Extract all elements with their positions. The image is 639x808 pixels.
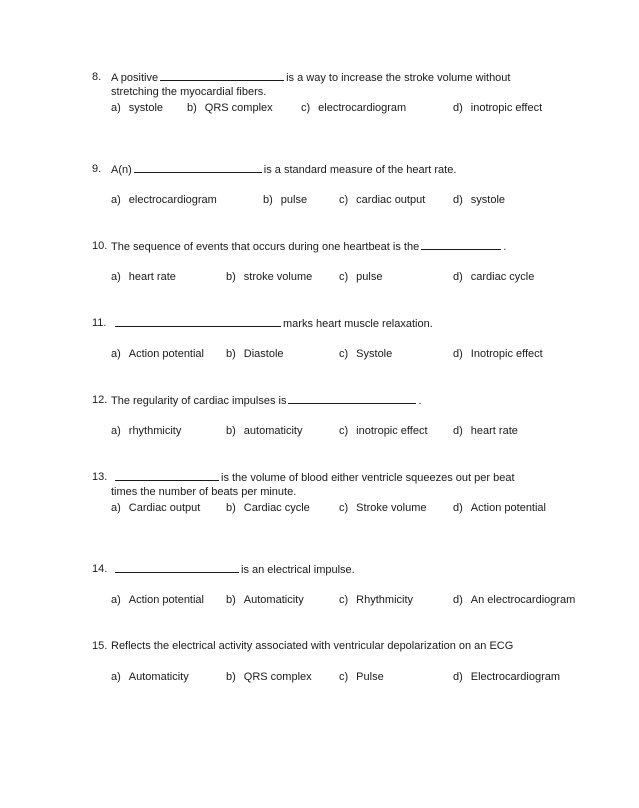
question-stem: Reflects the electrical activity associated with ventricular depolarization on an ECG xyxy=(111,640,514,652)
answer-blank[interactable] xyxy=(134,162,262,173)
option-letter: b) xyxy=(226,348,236,360)
answer-option-a[interactable] xyxy=(111,101,163,115)
option-text: Electrocardiogram xyxy=(470,671,561,683)
option-letter: d) xyxy=(453,425,463,437)
question-number: 10. xyxy=(92,240,108,252)
option-text: An electrocardiogram xyxy=(470,594,576,606)
answer-option-a[interactable] xyxy=(111,193,217,207)
option-text: cardiac cycle xyxy=(470,271,535,283)
answer-option-d[interactable] xyxy=(453,347,543,361)
option-text: Systole xyxy=(356,348,393,360)
option-text: Action potential xyxy=(128,348,204,360)
question-text xyxy=(111,316,433,331)
answer-option-b[interactable] xyxy=(226,270,312,284)
option-text: Diastole xyxy=(243,348,284,360)
question-stem: A(n) xyxy=(111,164,132,176)
answer-option-a[interactable] xyxy=(111,670,189,684)
option-letter: c) xyxy=(339,594,349,606)
question-number: 9. xyxy=(92,163,102,175)
option-text: heart rate xyxy=(128,271,176,283)
option-text: Inotropic effect xyxy=(470,348,543,360)
answer-option-c[interactable] xyxy=(339,593,413,607)
option-letter: a) xyxy=(111,194,121,206)
answer-option-b[interactable] xyxy=(226,501,310,515)
option-text: systole xyxy=(128,102,164,114)
answer-option-b[interactable] xyxy=(187,101,273,115)
answer-option-b[interactable] xyxy=(263,193,307,207)
option-letter: b) xyxy=(226,594,236,606)
option-letter: a) xyxy=(111,671,121,683)
answer-option-b[interactable] xyxy=(226,593,304,607)
option-letter: a) xyxy=(111,102,121,114)
answer-option-b[interactable] xyxy=(226,347,284,361)
answer-blank[interactable] xyxy=(160,70,284,81)
question-text xyxy=(111,393,422,408)
answer-blank[interactable] xyxy=(115,562,239,573)
option-letter: a) xyxy=(111,594,121,606)
question-text-line2: stretching the myocardial fibers. xyxy=(111,86,267,98)
answer-option-d[interactable] xyxy=(453,101,542,115)
option-letter: d) xyxy=(453,671,463,683)
question-text-line2: times the number of beats per minute. xyxy=(111,486,297,498)
option-text: Automaticity xyxy=(128,671,189,683)
question-stem-end: is an electrical impulse. xyxy=(241,564,355,576)
option-letter: d) xyxy=(453,502,463,514)
answer-option-c[interactable] xyxy=(339,193,425,207)
option-letter: a) xyxy=(111,425,121,437)
answer-option-a[interactable] xyxy=(111,347,204,361)
answer-option-a[interactable] xyxy=(111,270,176,284)
option-letter: a) xyxy=(111,502,121,514)
option-letter: d) xyxy=(453,102,463,114)
question-text xyxy=(111,562,355,577)
option-text: stroke volume xyxy=(243,271,313,283)
answer-option-c[interactable] xyxy=(301,101,406,115)
question-stem-end: . xyxy=(418,395,422,407)
option-letter: c) xyxy=(339,194,349,206)
answer-option-c[interactable] xyxy=(339,670,384,684)
question-text xyxy=(111,470,515,485)
answer-option-a[interactable] xyxy=(111,424,181,438)
option-letter: c) xyxy=(339,671,349,683)
option-letter: d) xyxy=(453,348,463,360)
option-text: Action potential xyxy=(470,502,546,514)
option-text: Cardiac cycle xyxy=(243,502,310,514)
option-text: electrocardiogram xyxy=(318,102,407,114)
question-stem-end: is the volume of blood either ventricle squeezes out per beat xyxy=(221,472,515,484)
option-letter: d) xyxy=(453,194,463,206)
option-text: Stroke volume xyxy=(356,502,427,514)
option-text: Pulse xyxy=(356,671,384,683)
option-text: pulse xyxy=(356,271,383,283)
option-letter: c) xyxy=(339,502,349,514)
question-stem-end: is a standard measure of the heart rate. xyxy=(263,164,457,176)
answer-option-d[interactable] xyxy=(453,193,505,207)
option-letter: d) xyxy=(453,594,463,606)
option-text: Rhythmicity xyxy=(356,594,414,606)
question-number: 12. xyxy=(92,394,108,406)
option-letter: b) xyxy=(226,271,236,283)
question-number: 13. xyxy=(92,471,108,483)
question-text xyxy=(111,162,456,177)
answer-blank[interactable] xyxy=(421,239,501,250)
option-text: rhythmicity xyxy=(128,425,182,437)
option-text: automaticity xyxy=(243,425,303,437)
question-stem-end: . xyxy=(503,241,507,253)
option-letter: c) xyxy=(339,271,349,283)
question-stem: A positive xyxy=(111,72,159,84)
option-text: inotropic effect xyxy=(356,425,428,437)
option-text: inotropic effect xyxy=(470,102,543,114)
option-letter: b) xyxy=(226,502,236,514)
answer-blank[interactable] xyxy=(115,470,219,481)
answer-blank[interactable] xyxy=(288,393,416,404)
option-text: cardiac output xyxy=(356,194,426,206)
option-letter: d) xyxy=(453,271,463,283)
answer-option-a[interactable] xyxy=(111,593,204,607)
option-text: electrocardiogram xyxy=(128,194,217,206)
answer-option-c[interactable] xyxy=(339,270,382,284)
option-letter: a) xyxy=(111,271,121,283)
question-stem-end: marks heart muscle relaxation. xyxy=(283,318,433,330)
option-letter: b) xyxy=(226,671,236,683)
option-text: QRS complex xyxy=(243,671,312,683)
answer-option-b[interactable] xyxy=(226,424,302,438)
question-number: 14. xyxy=(92,563,108,575)
option-text: heart rate xyxy=(470,425,518,437)
question-number: 8. xyxy=(92,71,102,83)
option-text: Cardiac output xyxy=(128,502,201,514)
answer-option-c[interactable] xyxy=(339,501,426,515)
answer-option-b[interactable] xyxy=(226,670,312,684)
answer-option-c[interactable] xyxy=(339,424,428,438)
question-text xyxy=(111,70,510,85)
option-text: QRS complex xyxy=(204,102,273,114)
answer-option-d[interactable] xyxy=(453,670,560,684)
option-letter: b) xyxy=(187,102,197,114)
option-letter: b) xyxy=(263,194,273,206)
question-number: 11. xyxy=(92,317,107,329)
question-stem: The regularity of cardiac impulses is xyxy=(111,395,287,407)
question-stem-end: is a way to increase the stroke volume without xyxy=(286,72,511,84)
question-text xyxy=(111,239,506,254)
option-text: pulse xyxy=(280,194,308,206)
answer-option-c[interactable] xyxy=(339,347,392,361)
option-letter: c) xyxy=(301,102,311,114)
answer-option-d[interactable] xyxy=(453,501,546,515)
option-letter: b) xyxy=(226,425,236,437)
answer-blank[interactable] xyxy=(115,316,281,327)
option-letter: c) xyxy=(339,348,349,360)
option-letter: c) xyxy=(339,425,349,437)
option-text: Action potential xyxy=(128,594,204,606)
option-text: systole xyxy=(470,194,506,206)
answer-option-d[interactable] xyxy=(453,593,575,607)
option-letter: a) xyxy=(111,348,121,360)
answer-option-a[interactable] xyxy=(111,501,200,515)
option-text: Automaticity xyxy=(243,594,304,606)
answer-option-d[interactable] xyxy=(453,424,518,438)
question-text xyxy=(111,639,513,653)
answer-option-d[interactable] xyxy=(453,270,534,284)
question-number: 15. xyxy=(92,640,108,652)
question-stem: The sequence of events that occurs during one heartbeat is the xyxy=(111,241,420,253)
